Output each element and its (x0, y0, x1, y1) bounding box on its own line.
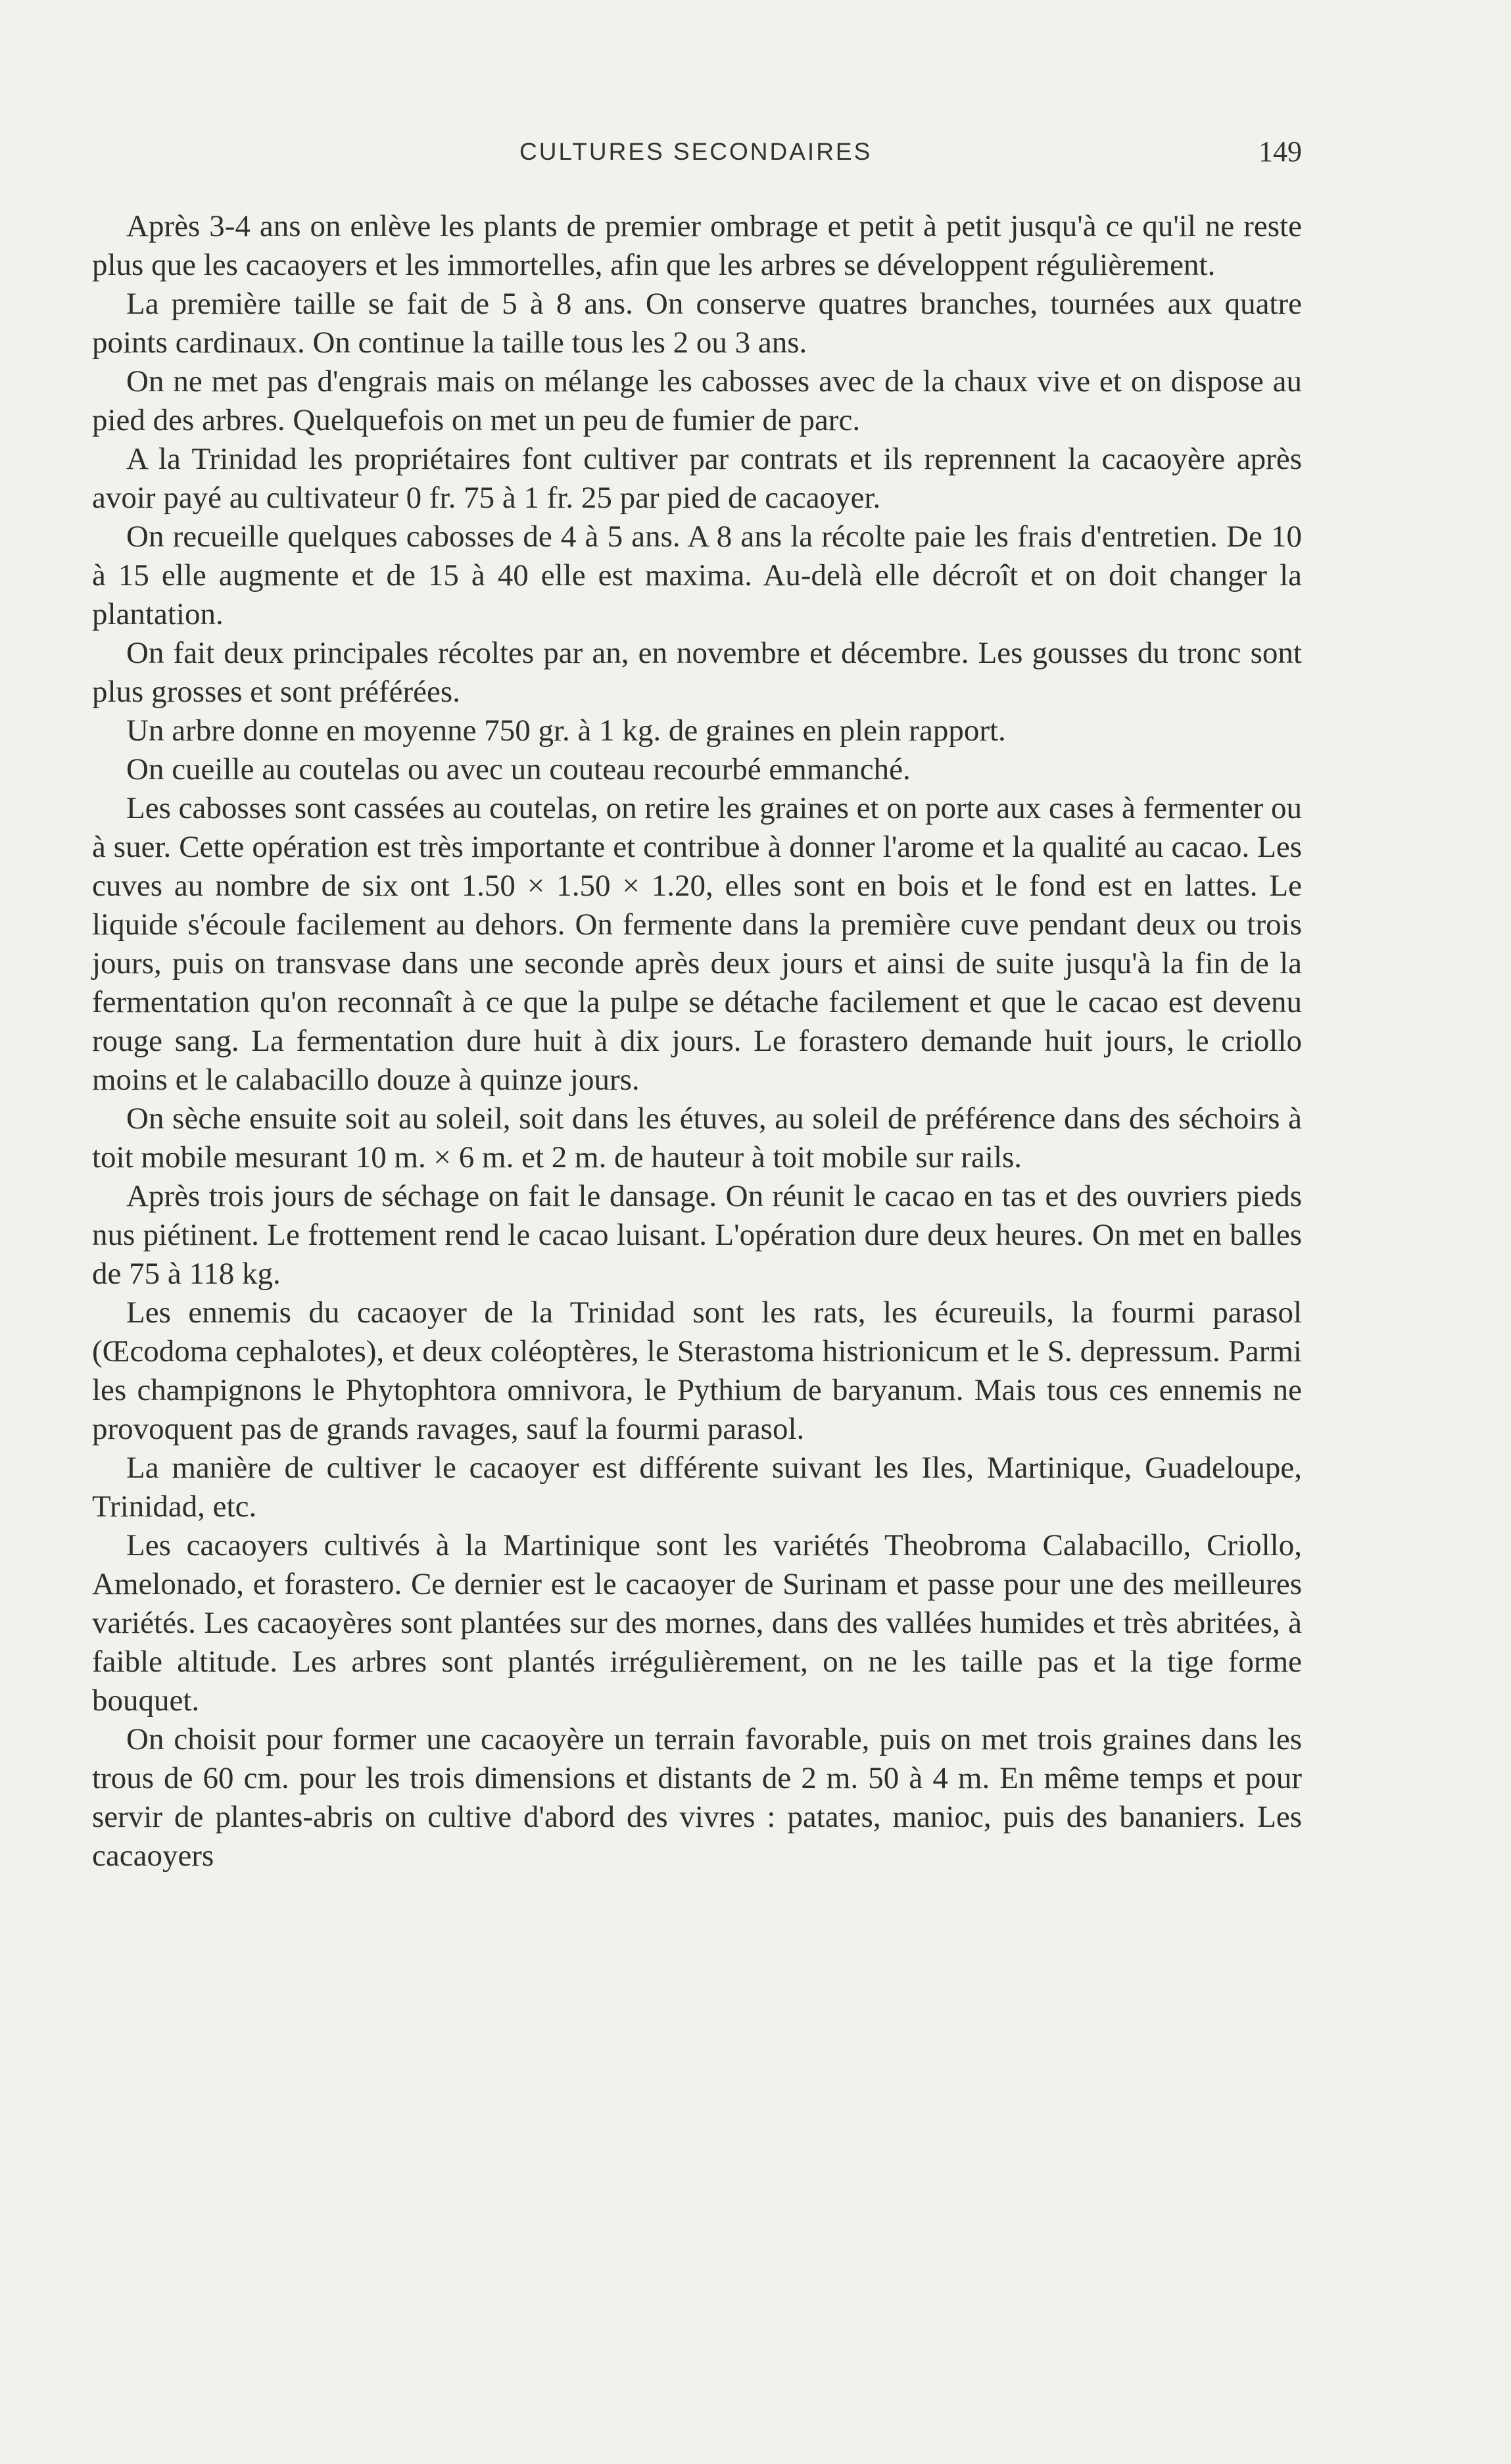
paragraph: La manière de cultiver le cacaoyer est différente suivant les Iles, Martinique, Guadeloupe, Trinidad, etc. (92, 1451, 1302, 1524)
paragraph: On fait deux principales récoltes par an, en novembre et décembre. Les gousses du tronc sont plus grosses et sont préférées. (92, 636, 1302, 709)
paragraph: Les cabosses sont cassées au coutelas, on retire les graines et on porte aux cases à fermenter ou à suer. Cette opération est très importante et contribue à donner l'arome et la qualité au cacao. Les cuves au nombre de six ont 1.50 × 1.50 × 1.20, elles sont en bois et le fond est en lattes. Le liquide s'écoule facilement au dehors. On fermente dans la première cuve pendant deux ou trois jours, puis on transvase dans une seconde après deux jours et ainsi de suite jusqu'à la fin de la fermentation qu'on reconnaît à ce que la pulpe se détache facilement et que le cacao est devenu rouge sang. La fermentation dure huit à dix jours. Le forastero demande huit jours, le criollo moins et le calabacillo douze à quinze jours. (92, 791, 1302, 1097)
paragraph: A la Trinidad les propriétaires font cultiver par contrats et ils reprennent la cacaoyère après avoir payé au cultivateur 0 fr. 75 à 1 fr. 25 par pied de cacaoyer. (92, 442, 1302, 515)
body-text (92, 207, 1302, 1875)
running-title: CULTURES SECONDAIRES (519, 138, 873, 165)
paragraph: On recueille quelques cabosses de 4 à 5 ans. A 8 ans la récolte paie les frais d'entretien. De 10 à 15 elle augmente et de 15 à 40 elle est maxima. Au-delà elle décroît et on doit changer la plantation. (92, 519, 1302, 631)
paragraph: Après trois jours de séchage on fait le dansage. On réunit le cacao en tas et des ouvriers pieds nus piétinent. Le frottement rend le cacao luisant. L'opération dure deux heures. On met en balles de 75 à 118 kg. (92, 1179, 1302, 1291)
page-number: 149 (1259, 135, 1302, 168)
paragraph: On sèche ensuite soit au soleil, soit dans les étuves, au soleil de préférence dans des séchoirs à toit mobile mesurant 10 m. × 6 m. et 2 m. de hauteur à toit mobile sur rails. (92, 1101, 1302, 1174)
paragraph: La première taille se fait de 5 à 8 ans. On conserve quatres branches, tournées aux quatre points cardinaux. On continue la taille tous les 2 ou 3 ans. (92, 287, 1302, 360)
paragraph: On ne met pas d'engrais mais on mélange les cabosses avec de la chaux vive et on dispose au pied des arbres. Quelquefois on met un peu de fumier de parc. (92, 364, 1302, 437)
paragraph: Les ennemis du cacaoyer de la Trinidad sont les rats, les écureuils, la fourmi parasol (Œcodoma cephalotes), et deux coléoptères, le Sterastoma histrionicum et le S. depressum. Parmi les champignons le Phytophtora omnivora, le Pythium de baryanum. Mais tous ces ennemis ne provoquent pas de grands ravages, sauf la fourmi parasol. (92, 1295, 1302, 1446)
page-header (92, 132, 1302, 178)
paragraph: Un arbre donne en moyenne 750 gr. à 1 kg. de graines en plein rapport. (126, 713, 1006, 748)
paragraph: Les cacaoyers cultivés à la Martinique sont les variétés Theobroma Calabacillo, Criollo, Amelonado, et forastero. Ce dernier est le cacaoyer de Surinam et passe pour une des meilleures variétés. Les cacaoyères sont plantées sur des mornes, dans des vallées humides et très abritées, à faible altitude. Les arbres sont plantés irrégulièrement, on ne les taille pas et la tige forme bouquet. (92, 1528, 1302, 1718)
paragraph: On cueille au coutelas ou avec un couteau recourbé emmanché. (126, 752, 911, 786)
paragraph: On choisit pour former une cacaoyère un terrain favorable, puis on met trois graines dans les trous de 60 cm. pour les trois dimensions et distants de 2 m. 50 à 4 m. En même temps et pour servir de plantes-abris on cultive d'abord des vivres : patates, manioc, puis des bananiers. Les cacaoyers (92, 1722, 1302, 1873)
paragraph: Après 3-4 ans on enlève les plants de premier ombrage et petit à petit jusqu'à ce qu'il ne reste plus que les cacaoyers et les immortelles, afin que les arbres se développent régulièrement. (92, 209, 1302, 282)
